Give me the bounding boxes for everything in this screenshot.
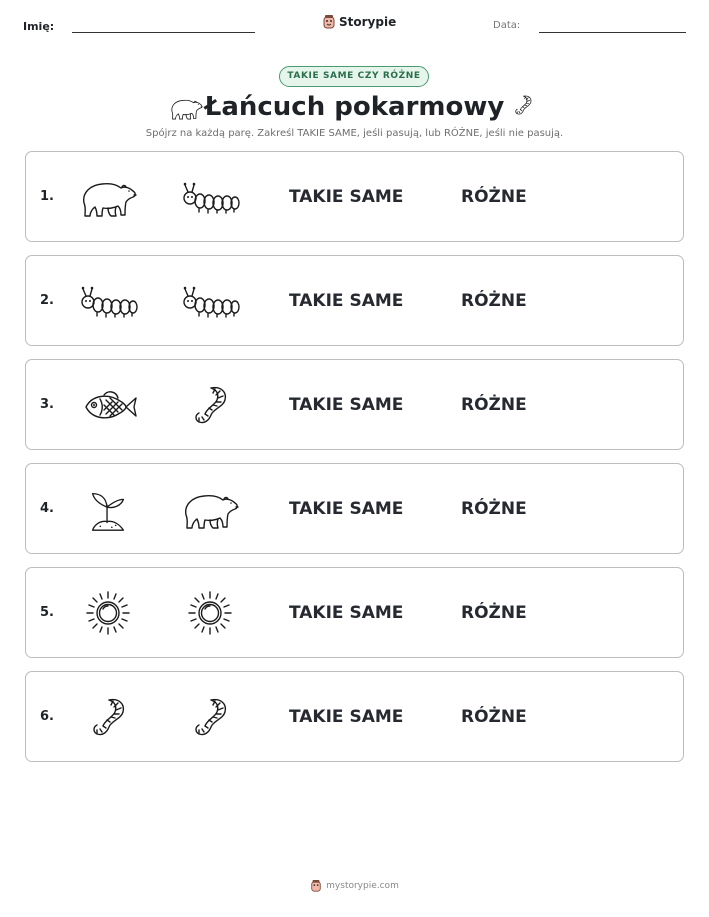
question-number: 2. [40, 293, 54, 308]
option-same[interactable]: TAKIE SAME [289, 603, 404, 623]
question-number: 1. [40, 189, 54, 204]
worm-icon [180, 380, 240, 430]
page-title: Łańcuch pokarmowy [204, 92, 505, 122]
option-different[interactable]: RÓŻNE [461, 395, 527, 415]
option-different[interactable]: RÓŻNE [461, 707, 527, 727]
worksheet-header [0, 14, 709, 44]
option-different[interactable]: RÓŻNE [461, 187, 527, 207]
option-same[interactable]: TAKIE SAME [289, 395, 404, 415]
option-same[interactable]: TAKIE SAME [289, 707, 404, 727]
instructions: Spójrz na każdą parę. Zakreśl TAKIE SAME, jeśli pasują, lub RÓŻNE, jeśli nie pasują. [145, 128, 564, 139]
footer [0, 879, 709, 893]
activity-badge: TAKIE SAME CZY RÓŻNE [279, 66, 429, 87]
name-label: Imię: [23, 20, 55, 33]
fish-icon [78, 380, 138, 430]
worm-icon [180, 692, 240, 742]
option-same[interactable]: TAKIE SAME [289, 291, 404, 311]
option-different[interactable]: RÓŻNE [461, 603, 527, 623]
question-row [25, 567, 684, 658]
brand-name: Storypie [339, 15, 397, 29]
option-different[interactable]: RÓŻNE [461, 291, 527, 311]
name-line [72, 32, 255, 33]
caterpillar-icon [78, 276, 138, 326]
worm-icon [78, 692, 138, 742]
question-number: 6. [40, 709, 54, 724]
question-number: 5. [40, 605, 54, 620]
caterpillar-icon [180, 172, 240, 222]
worm-icon [510, 90, 536, 120]
question-row [25, 359, 684, 450]
caterpillar-icon [180, 276, 240, 326]
storypie-logo-icon [322, 14, 336, 30]
option-same[interactable]: TAKIE SAME [289, 499, 404, 519]
polar-bear-icon [78, 172, 138, 222]
footer-url: mystorypie.com [326, 881, 399, 891]
sprout-icon [78, 484, 138, 534]
question-number: 3. [40, 397, 54, 412]
option-different[interactable]: RÓŻNE [461, 499, 527, 519]
question-row [25, 671, 684, 762]
sun-icon [180, 588, 240, 638]
polar-bear-icon [180, 484, 240, 534]
option-same[interactable]: TAKIE SAME [289, 187, 404, 207]
question-row [25, 151, 684, 242]
question-number: 4. [40, 501, 54, 516]
question-row [25, 255, 684, 346]
brand-logo [322, 14, 396, 30]
question-row [25, 463, 684, 554]
storypie-logo-icon [310, 879, 322, 893]
sun-icon [78, 588, 138, 638]
date-label: Data: [493, 20, 521, 31]
date-line [539, 32, 686, 33]
